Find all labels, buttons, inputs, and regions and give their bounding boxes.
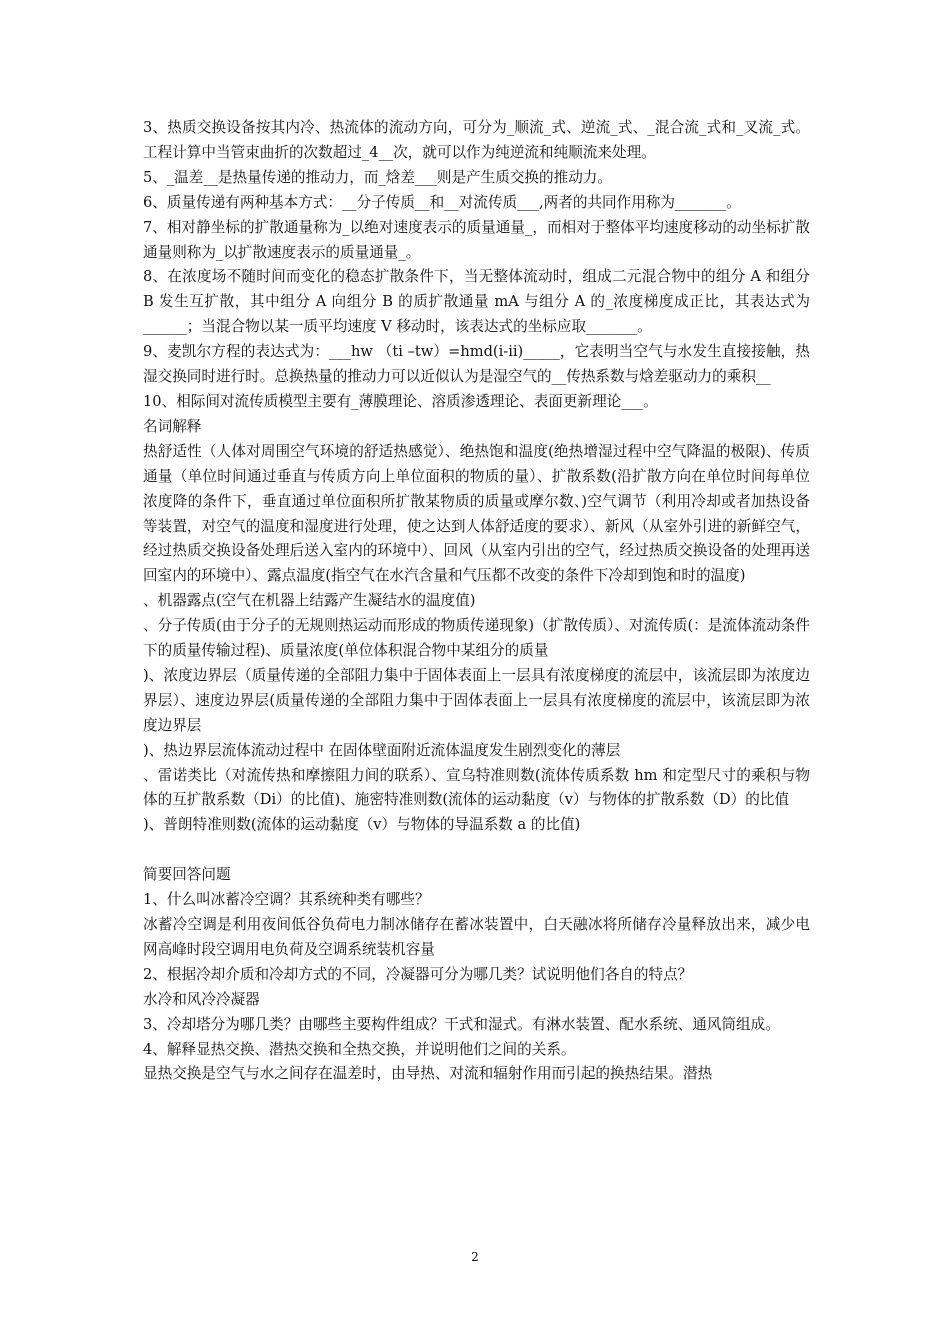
line-q3: 3、热质交换设备按其内冷、热流体的流动方向，可分为_顺流_式、逆流_式、_混合流_式和_叉流_式。工程计算中当管束曲折的次数超过_4__次，就可以作为纯逆流和纯顺流来处理。 bbox=[143, 119, 810, 161]
line-q7: 7、相对静坐标的扩散通量称为_以绝对速度表示的质量通量_，而相对于整体平均速度移动的动坐标扩散通量则称为_以扩散速度表示的质量通量_。 bbox=[143, 218, 810, 261]
terms-paragraph-2: 、机器露点(空气在机器上结露产生凝结水的温度值) bbox=[143, 592, 476, 610]
section-heading-short-answers: 简要回答问题 bbox=[143, 866, 231, 884]
terms-paragraph-6: 、雷诺类比（对流传热和摩擦阻力间的联系）、宣乌特准则数(流体传质系数 hm 和定型尺寸的乘积与物体的互扩散系数（Di）的比值)、施密特准则数(流体的运动黏度（v）与物体的扩散系数（D）的比值 bbox=[143, 766, 810, 809]
question-4: 4、解释显热交换、潜热交换和全热交换，并说明他们之间的关系。 bbox=[143, 1040, 576, 1058]
question-2: 2、根据冷却介质和冷却方式的不同，冷凝器可分为哪几类？试说明他们各自的特点？ bbox=[143, 965, 693, 983]
blank-line bbox=[143, 838, 810, 863]
line-q6: 6、质量传递有两种基本方式：__分子传质__和__对流传质___,两者的共同作用称为_______。 bbox=[143, 193, 741, 211]
line-q9: 9、麦凯尔方程的表达式为：___hw （ti –tw）=hmd(i-ii)_____，它表明当空气与水发生直接接触，热湿交换同时进行时。总换热量的推动力可以近似认为是湿空气的__传热系数与焓差驱动力的乘积__ bbox=[143, 343, 810, 386]
terms-paragraph-3: 、分子传质(由于分子的无规则热运动而形成的物质传递现象)（扩散传质）、对流传质(：是流体流动条件下的质量传输过程)、质量浓度(单位体积混合物中某组分的质量 bbox=[143, 617, 810, 660]
page-number: 2 bbox=[471, 1250, 479, 1264]
line-q5: 5、_温差__是热量传递的推动力，而_焓差___则是产生质交换的推动力。 bbox=[143, 168, 612, 186]
terms-paragraph-5: )、热边界层流体流动过程中 在固体壁面附近流体温度发生剧烈变化的薄层 bbox=[143, 741, 621, 759]
section-heading-terms: 名词解释 bbox=[143, 417, 202, 435]
question-3: 3、冷却塔分为哪几类？由哪些主要构件组成？干式和湿式。有淋水装置、配水系统、通风筒组成。 bbox=[143, 1015, 780, 1033]
line-q10: 10、相际间对流传质模型主要有_薄膜理论、溶质渗透理论、表面更新理论___。 bbox=[143, 392, 658, 410]
document-body bbox=[143, 116, 810, 1087]
answer-1: 冰蓄冷空调是利用夜间低谷负荷电力制冰储存在蓄冰装置中，白天融冰将所储存冷量释放出来，减少电网高峰时段空调用电负荷及空调系统装机容量 bbox=[143, 915, 810, 958]
terms-paragraph-7: )、普朗特准则数(流体的运动黏度（v）与物体的导温系数 a 的比值) bbox=[143, 816, 581, 834]
terms-paragraph-4: )、浓度边界层（质量传递的全部阻力集中于固体表面上一层具有浓度梯度的流层中，该流层即为浓度边界层）、速度边界层(质量传递的全部阻力集中于固体表面上一层具有浓度梯度的流层中，该流层即为浓度边界层 bbox=[143, 666, 810, 734]
question-1: 1、什么叫冰蓄冷空调？其系统种类有哪些？ bbox=[143, 891, 430, 909]
answer-2: 水冷和风冷冷凝器 bbox=[143, 990, 260, 1008]
line-q8: 8、在浓度场不随时间而变化的稳态扩散条件下，当无整体流动时，组成二元混合物中的组分 A 和组分 B 发生互扩散，其中组分 A 向组分 B 的质扩散通量 mA 与组分 A 的_浓度梯度成正比，其表达式为______；当混合物以某一质平均速度 V 移动时，该表达式的坐标应取_______。 bbox=[143, 268, 810, 336]
answer-4: 显热交换是空气与水之间存在温差时，由导热、对流和辐射作用而引起的换热结果。潜热 bbox=[143, 1065, 713, 1083]
terms-paragraph-1: 热舒适性（人体对周围空气环境的舒适热感觉）、绝热饱和温度(绝热增湿过程中空气降温的极限)、传质通量（单位时间通过垂直与传质方向上单位面积的物质的量）、扩散系数(沿扩散方向在单位时间每单位浓度降的条件下，垂直通过单位面积所扩散某物质的质量或摩尔数、)空气调节（利用冷却或者加热设备等装置，对空气的温度和湿度进行处理，使之达到人体舒适度的要求）、新风（从室外引进的新鲜空气，经过热质交换设备处理后送入室内的环境中）、回风（从室内引出的空气，经过热质交换设备的处理再送回室内的环境中）、露点温度(指空气在水汽含量和气压都不改变的条件下冷却到饱和时的温度) bbox=[143, 442, 810, 585]
